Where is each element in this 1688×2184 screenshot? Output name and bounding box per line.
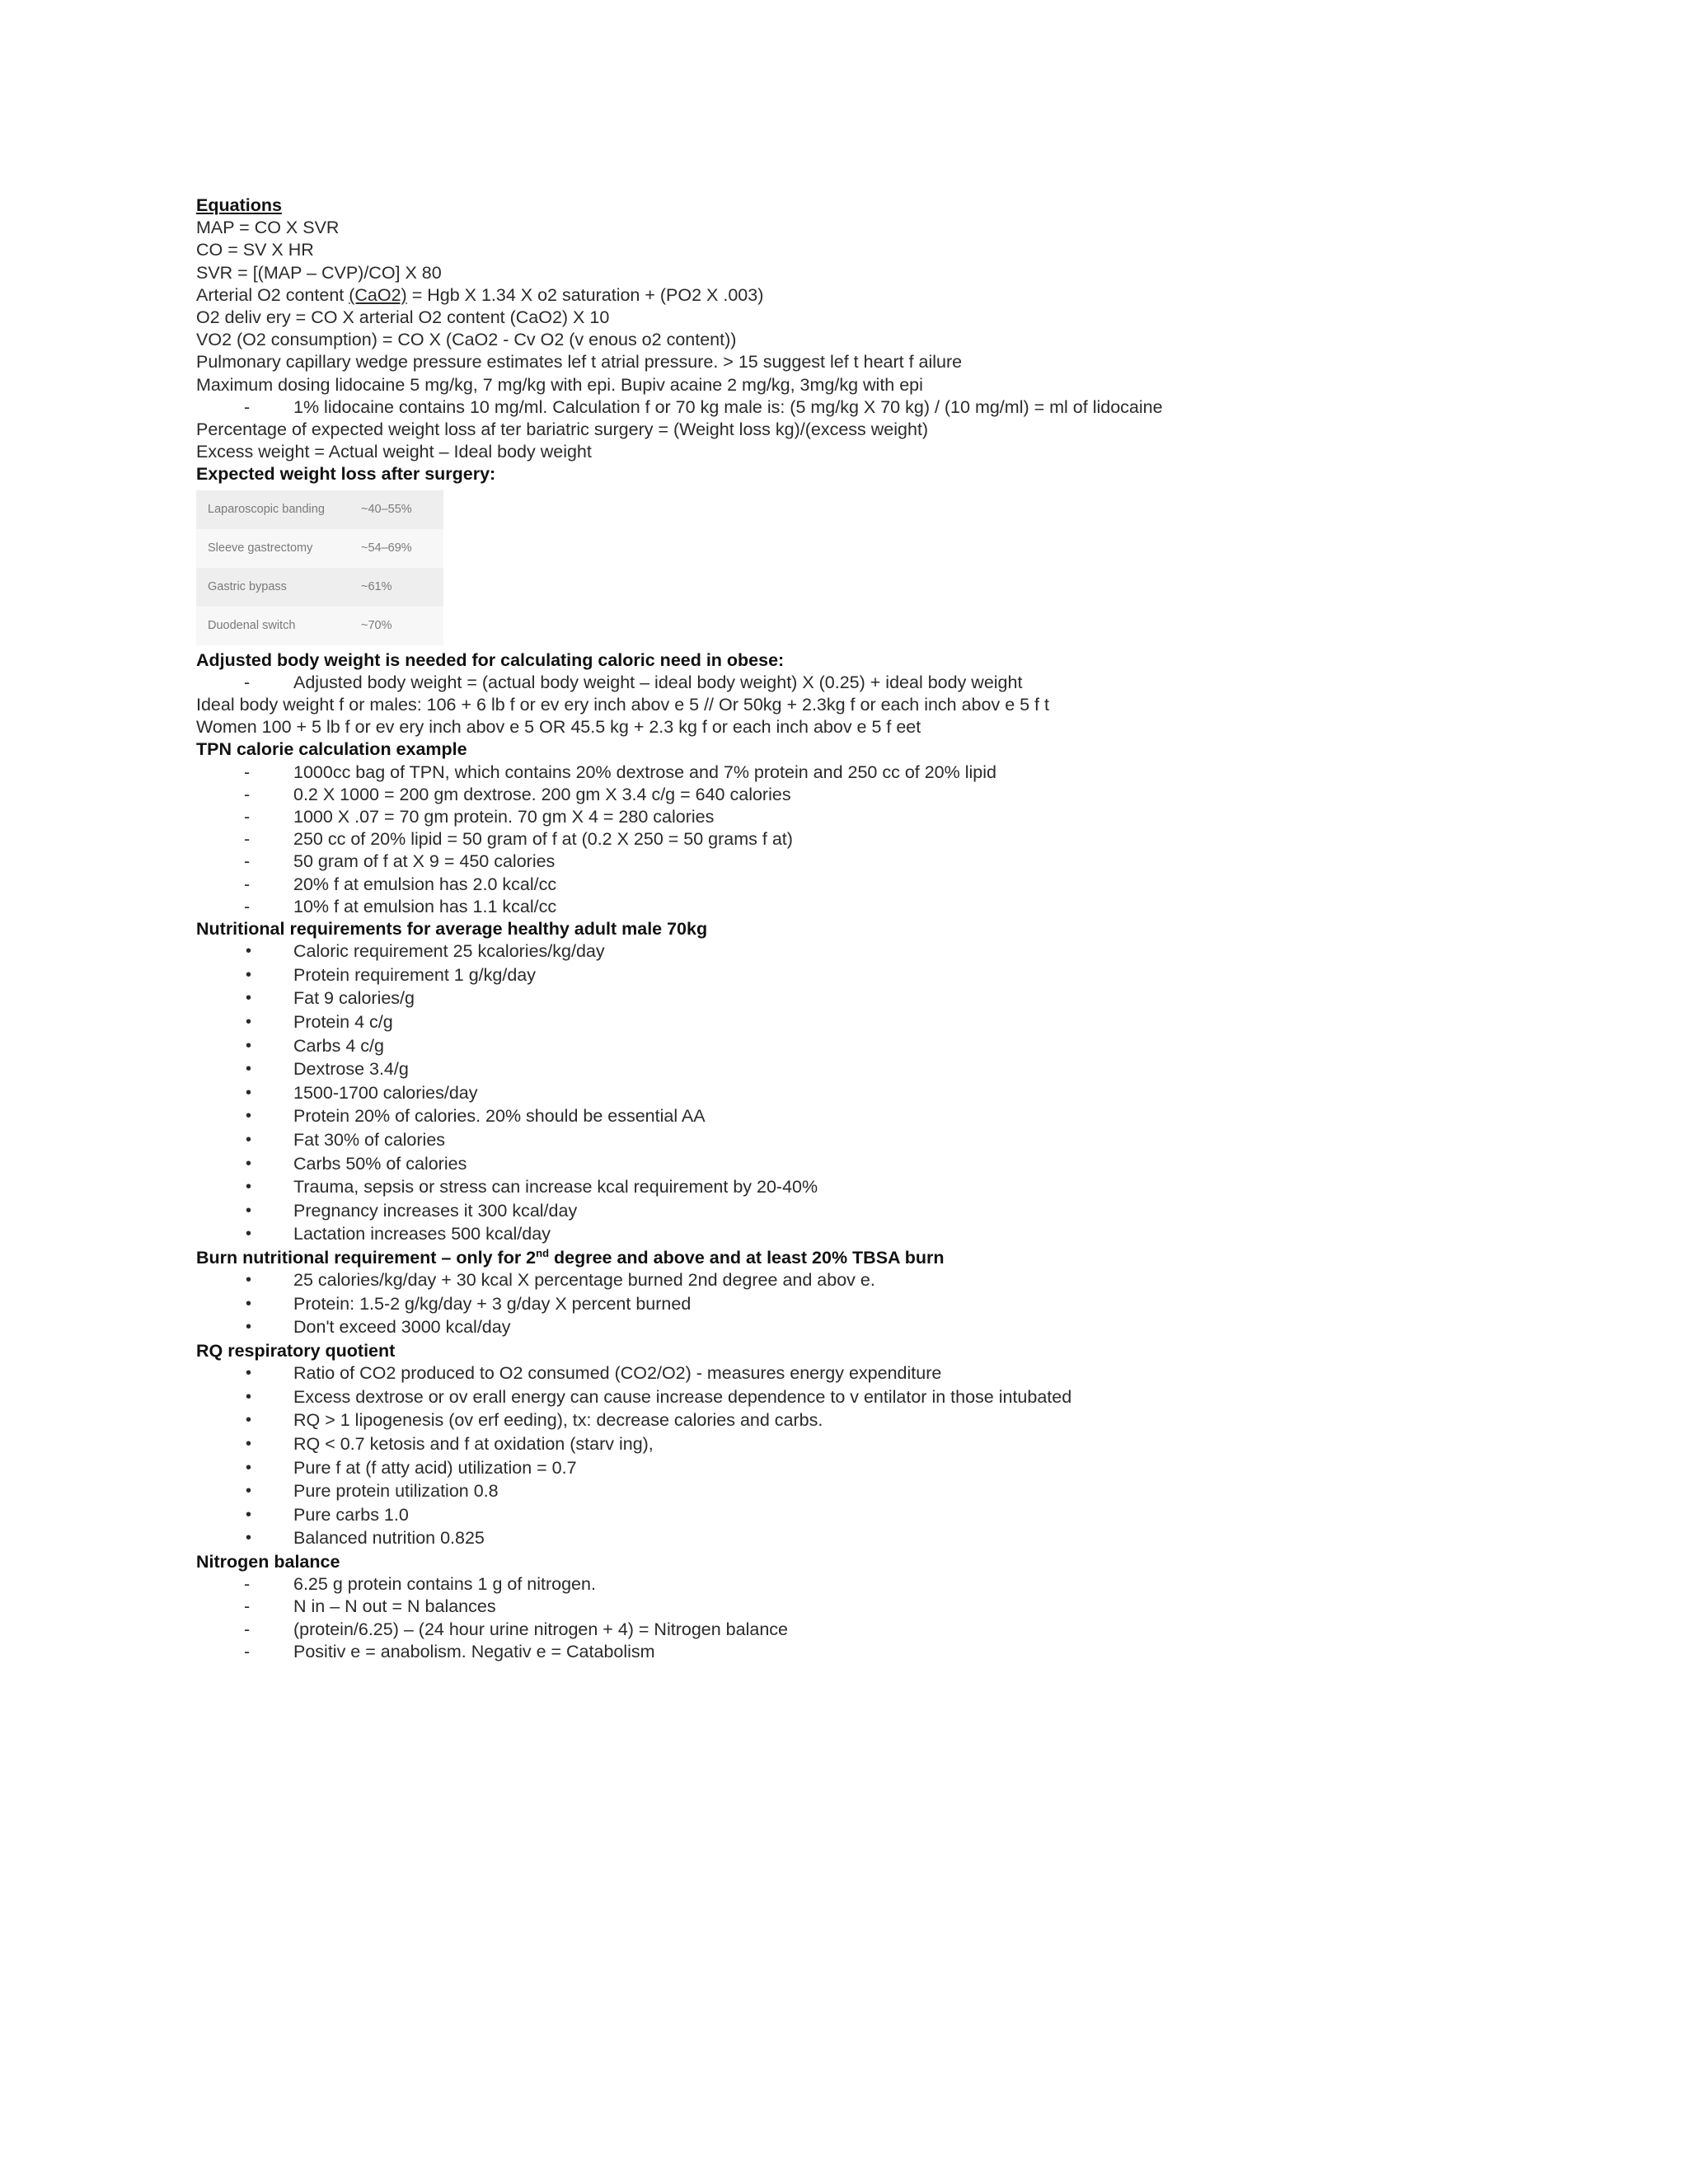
bullet-marker: • bbox=[246, 1154, 252, 1173]
dash-marker: - bbox=[244, 1641, 251, 1661]
list-item-text: Protein: 1.5-2 g/kg/day + 3 g/day X percent burned bbox=[293, 1293, 692, 1314]
bullet-marker: • bbox=[246, 1434, 252, 1453]
bullet-marker: • bbox=[246, 1364, 252, 1383]
burn-heading-sup: nd bbox=[536, 1247, 550, 1259]
list-item-text: 0.2 X 1000 = 200 gm dextrose. 200 gm X 3.4 c/g = 640 calories bbox=[293, 784, 791, 804]
percent-cell: ~61% bbox=[361, 579, 392, 593]
equation-line: Pulmonary capillary wedge pressure estimates lef t atrial pressure. > 15 suggest lef t heart f ailure bbox=[196, 352, 963, 373]
list-item-text: Ratio of CO2 produced to O2 consumed (CO2/O2) - measures energy expenditure bbox=[293, 1363, 942, 1384]
section-heading-tpn: TPN calorie calculation example bbox=[196, 739, 467, 760]
list-item-text: 1500-1700 calories/day bbox=[293, 1082, 478, 1103]
cao2-abbr: (CaO2) bbox=[349, 284, 407, 305]
text-line: Ideal body weight f or males: 106 + 6 lb f or ev ery inch abov e 5 // Or 50kg + 2.3kg f or each inch abov e 5 f t bbox=[196, 695, 1049, 715]
list-item-text: Fat 30% of calories bbox=[293, 1130, 446, 1151]
bullet-marker: • bbox=[246, 1271, 252, 1290]
list-item bbox=[196, 1457, 1597, 1481]
bullet-marker: • bbox=[246, 1411, 252, 1430]
list-item-text: 250 cc of 20% lipid = 50 gram of f at (0.2 X 250 = 50 grams f at) bbox=[293, 829, 793, 850]
bullet-marker: • bbox=[246, 1482, 252, 1501]
bullet-marker: • bbox=[246, 1107, 252, 1126]
list-item-text: 6.25 g protein contains 1 g of nitrogen. bbox=[293, 1574, 596, 1595]
list-item bbox=[196, 1316, 1597, 1340]
list-item bbox=[196, 940, 1597, 964]
list-item bbox=[196, 806, 1597, 828]
burn-heading-prefix: Burn nutritional requirement – only for 2 bbox=[196, 1248, 537, 1268]
list-item bbox=[196, 1058, 1597, 1082]
dash-marker: - bbox=[244, 672, 251, 692]
equation-line: MAP = CO X SVR bbox=[196, 218, 340, 238]
list-item-text: Protein 20% of calories. 20% should be essential AA bbox=[293, 1106, 706, 1127]
list-item-text: (protein/6.25) – (24 hour urine nitrogen + 4) = Nitrogen balance bbox=[293, 1619, 788, 1639]
list-item bbox=[196, 1641, 1597, 1663]
bullet-marker: • bbox=[246, 1505, 252, 1524]
bullet-marker: • bbox=[246, 1083, 252, 1102]
dash-marker: - bbox=[244, 1574, 251, 1595]
list-item bbox=[196, 1480, 1597, 1504]
list-item bbox=[196, 987, 1597, 1011]
burn-heading-suffix: degree and above and at least 20% TBSA burn bbox=[549, 1248, 945, 1268]
list-item bbox=[196, 1619, 1597, 1641]
document-page bbox=[196, 194, 1597, 1663]
dash-marker: - bbox=[244, 396, 251, 417]
dash-marker: - bbox=[244, 1596, 251, 1617]
dash-marker: - bbox=[244, 1619, 251, 1639]
list-item bbox=[196, 1433, 1597, 1457]
list-item bbox=[196, 1129, 1597, 1153]
list-item-text: Pregnancy increases it 300 kcal/day bbox=[293, 1200, 578, 1221]
bullet-marker: • bbox=[246, 989, 252, 1008]
list-item bbox=[196, 896, 1597, 918]
procedure-cell: Duodenal switch bbox=[208, 618, 296, 632]
bullet-marker: • bbox=[246, 1013, 252, 1032]
bullet-marker: • bbox=[246, 1201, 252, 1220]
list-item bbox=[196, 1011, 1597, 1035]
list-item-text: Fat 9 calories/g bbox=[293, 988, 415, 1009]
bullet-marker: • bbox=[246, 942, 252, 961]
list-item bbox=[196, 1362, 1597, 1386]
equation-line: VO2 (O2 consumption) = CO X (CaO2 - Cv O2 (v enous o2 content)) bbox=[196, 330, 737, 350]
list-item-text: Pure protein utilization 0.8 bbox=[293, 1481, 499, 1502]
list-item bbox=[196, 1223, 1597, 1247]
equation-line: Excess weight = Actual weight – Ideal body weight bbox=[196, 442, 592, 462]
list-item-text: Dextrose 3.4/g bbox=[293, 1059, 409, 1080]
dash-marker: - bbox=[244, 784, 251, 804]
section-heading-nutrition: Nutritional requirements for average healthy adult male 70kg bbox=[196, 919, 708, 940]
bullet-marker: • bbox=[246, 1387, 252, 1406]
table-row bbox=[196, 568, 443, 607]
list-item bbox=[196, 964, 1597, 988]
list-item-text: 50 gram of f at X 9 = 450 calories bbox=[293, 851, 556, 872]
list-item-text: 20% f at emulsion has 2.0 kcal/cc bbox=[293, 874, 557, 894]
list-item-text: Pure f at (f atty acid) utilization = 0.7 bbox=[293, 1457, 577, 1478]
bullet-marker: • bbox=[246, 1131, 252, 1150]
equation-line: Percentage of expected weight loss af ter bariatric surgery = (Weight loss kg)/(excess weight) bbox=[196, 419, 929, 440]
text-line: Women 100 + 5 lb f or ev ery inch abov e 5 OR 45.5 kg + 2.3 kg f or each inch abov e 5 f eet bbox=[196, 717, 921, 738]
list-item-text: Protein 4 c/g bbox=[293, 1012, 393, 1033]
list-item bbox=[196, 1176, 1597, 1200]
list-item bbox=[196, 1153, 1597, 1177]
procedure-cell: Laparoscopic banding bbox=[208, 502, 325, 516]
list-item bbox=[196, 1082, 1597, 1106]
list-item-text: 1% lidocaine contains 10 mg/ml. Calculation f or 70 kg male is: (5 mg/kg X 70 kg) / (10 mg/ml) = ml of lidocaine bbox=[293, 396, 1163, 417]
dash-marker: - bbox=[244, 807, 251, 827]
equation-line: CO = SV X HR bbox=[196, 240, 314, 260]
dash-marker: - bbox=[244, 896, 251, 916]
list-item bbox=[196, 1269, 1597, 1293]
list-item-text: Lactation increases 500 kcal/day bbox=[293, 1224, 551, 1244]
percent-cell: ~70% bbox=[361, 618, 392, 632]
list-item bbox=[196, 672, 1597, 694]
table-row bbox=[196, 607, 443, 645]
list-item bbox=[196, 874, 1597, 896]
list-item bbox=[196, 1200, 1597, 1224]
bullet-marker: • bbox=[246, 1458, 252, 1477]
list-item-text: Caloric requirement 25 kcalories/kg/day bbox=[293, 941, 605, 962]
list-item-text: Balanced nutrition 0.825 bbox=[293, 1528, 485, 1549]
section-heading-nitrogen: Nitrogen balance bbox=[196, 1551, 340, 1572]
list-item-text: Pure carbs 1.0 bbox=[293, 1504, 409, 1525]
list-item-text: Carbs 50% of calories bbox=[293, 1153, 467, 1174]
procedure-cell: Sleeve gastrectomy bbox=[208, 541, 313, 555]
equation-line: SVR = [(MAP – CVP)/CO] X 80 bbox=[196, 262, 442, 283]
list-item-text: RQ < 0.7 ketosis and f at oxidation (starv ing), bbox=[293, 1433, 654, 1454]
list-item bbox=[196, 1293, 1597, 1317]
bullet-marker: • bbox=[246, 1036, 252, 1055]
equation-line: O2 deliv ery = CO X arterial O2 content (CaO2) X 10 bbox=[196, 307, 610, 328]
cao2-prefix: Arterial O2 content bbox=[196, 284, 349, 305]
list-item-text: 1000 X .07 = 70 gm protein. 70 gm X 4 = 280 calories bbox=[293, 807, 715, 827]
list-item bbox=[196, 1105, 1597, 1129]
percent-cell: ~40–55% bbox=[361, 502, 412, 516]
weight-loss-table bbox=[196, 490, 443, 645]
list-item bbox=[196, 1527, 1597, 1551]
list-item-text: RQ > 1 lipogenesis (ov erf eeding), tx: decrease calories and carbs. bbox=[293, 1410, 823, 1431]
percent-cell: ~54–69% bbox=[361, 541, 412, 555]
section-heading-adjusted-weight: Adjusted body weight is needed for calculating caloric need in obese: bbox=[196, 649, 785, 670]
section-heading-equations: Equations bbox=[196, 195, 282, 215]
table-row bbox=[196, 490, 443, 529]
list-item-text: N in – N out = N balances bbox=[293, 1596, 496, 1617]
bullet-marker: • bbox=[246, 1225, 252, 1244]
table-row bbox=[196, 529, 443, 568]
bullet-marker: • bbox=[246, 1178, 252, 1197]
list-item-text: Carbs 4 c/g bbox=[293, 1035, 384, 1056]
list-item bbox=[196, 1409, 1597, 1433]
bullet-marker: • bbox=[246, 1060, 252, 1079]
bullet-marker: • bbox=[246, 965, 252, 984]
list-item-text: Trauma, sepsis or stress can increase kcal requirement by 20-40% bbox=[293, 1177, 818, 1197]
list-item bbox=[196, 762, 1597, 784]
list-item-text: Adjusted body weight = (actual body weight – ideal body weight) X (0.25) + ideal body weight bbox=[293, 672, 1023, 692]
list-item bbox=[196, 1035, 1597, 1059]
list-item bbox=[196, 1386, 1597, 1410]
list-item-text: Protein requirement 1 g/kg/day bbox=[293, 964, 536, 985]
list-item-text: Don't exceed 3000 kcal/day bbox=[293, 1317, 511, 1338]
equation-line-cao2 bbox=[196, 284, 1597, 307]
list-item bbox=[196, 1596, 1597, 1618]
bullet-marker: • bbox=[246, 1318, 252, 1337]
list-item bbox=[196, 828, 1597, 851]
section-heading-burn bbox=[196, 1247, 1597, 1269]
dash-marker: - bbox=[244, 851, 251, 872]
section-heading-weight-loss: Expected weight loss after surgery: bbox=[196, 464, 496, 485]
list-item-text: 25 calories/kg/day + 30 kcal X percentage burned 2nd degree and abov e. bbox=[293, 1270, 875, 1291]
list-item bbox=[196, 396, 1597, 419]
list-item bbox=[196, 1573, 1597, 1596]
list-item-text: Positiv e = anabolism. Negativ e = Catabolism bbox=[293, 1641, 655, 1661]
list-item bbox=[196, 784, 1597, 806]
list-item bbox=[196, 1504, 1597, 1528]
list-item-text: Excess dextrose or ov erall energy can cause increase dependence to v entilator in those intubated bbox=[293, 1386, 1072, 1407]
list-item-text: 1000cc bag of TPN, which contains 20% dextrose and 7% protein and 250 cc of 20% lipid bbox=[293, 762, 996, 782]
dash-marker: - bbox=[244, 762, 251, 782]
cao2-suffix: = Hgb X 1.34 X o2 saturation + (PO2 X .003) bbox=[406, 284, 764, 305]
list-item-text: 10% f at emulsion has 1.1 kcal/cc bbox=[293, 896, 557, 916]
dash-marker: - bbox=[244, 874, 251, 894]
section-heading-rq: RQ respiratory quotient bbox=[196, 1340, 396, 1361]
dash-marker: - bbox=[244, 829, 251, 850]
bullet-marker: • bbox=[246, 1294, 252, 1313]
equation-line: Maximum dosing lidocaine 5 mg/kg, 7 mg/kg with epi. Bupiv acaine 2 mg/kg, 3mg/kg with epi bbox=[196, 374, 923, 395]
procedure-cell: Gastric bypass bbox=[208, 579, 287, 593]
bullet-marker: • bbox=[246, 1529, 252, 1548]
list-item bbox=[196, 851, 1597, 873]
